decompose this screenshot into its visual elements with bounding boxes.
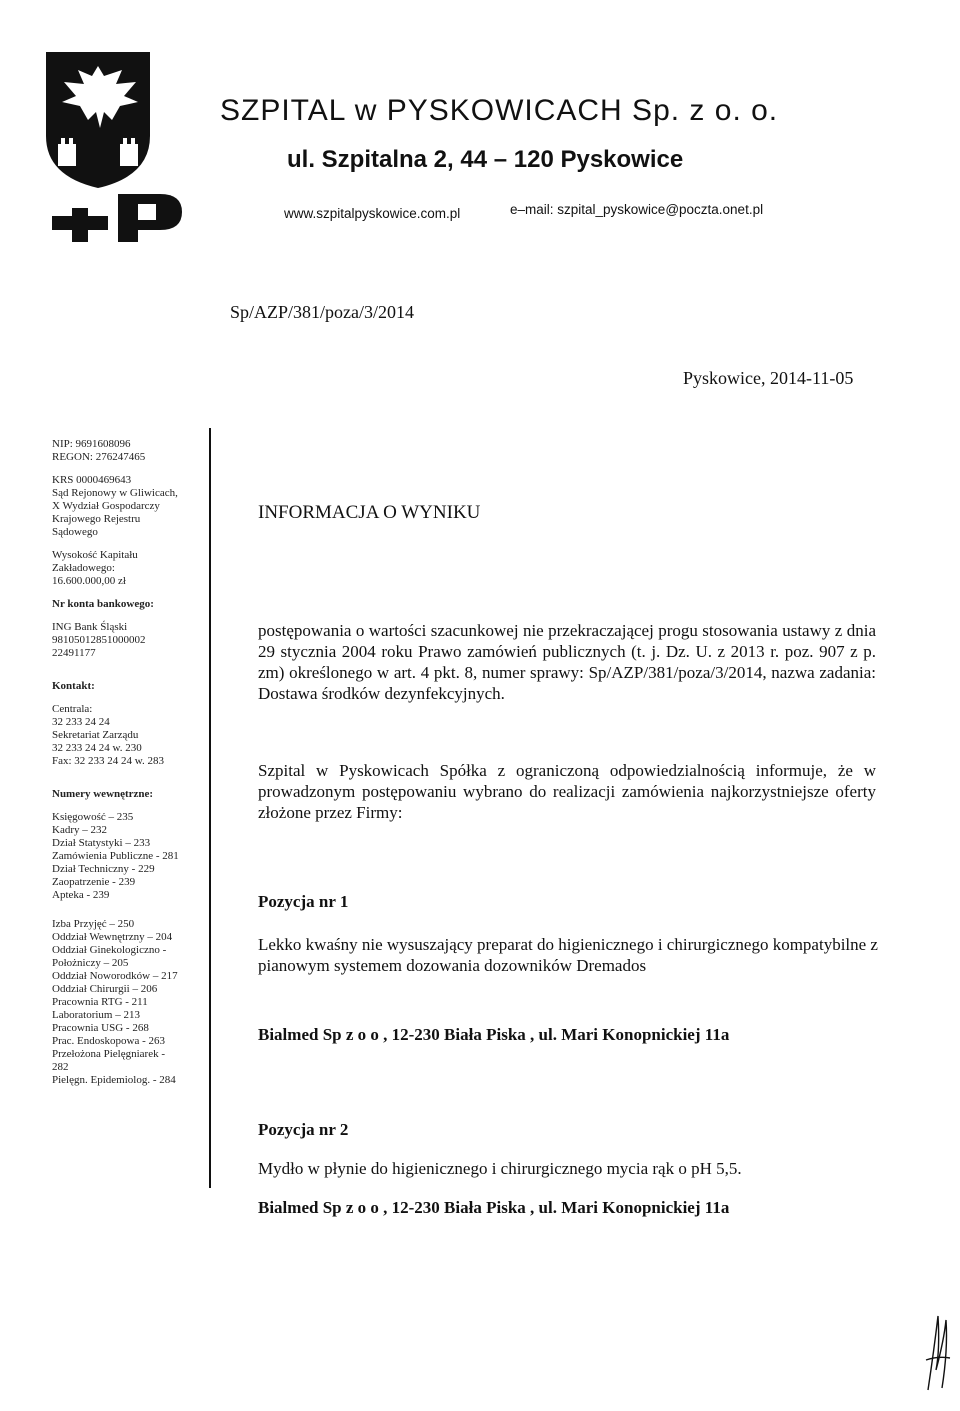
signature-icon [924, 1310, 952, 1394]
extension-line: Dział Techniczny - 229 [52, 863, 155, 875]
extension-line: Dział Statystyki – 233 [52, 837, 151, 849]
extension-line: Pielęgn. Epidemiolog. - 284 [52, 1074, 176, 1086]
position-2-winner: Bialmed Sp z o o , 12-230 Biała Piska , ul. Mari Konopnickiej 11a [258, 1198, 730, 1217]
crest-logo-icon [42, 48, 198, 244]
place-date: Pyskowice, 2014-11-05 [683, 368, 854, 388]
bank-info [52, 621, 212, 660]
capital-info [52, 549, 212, 588]
contact-info [52, 703, 212, 768]
bank-heading: Nr konta bankowego: [52, 598, 154, 610]
email-link[interactable]: e–mail: szpital_pyskowice@poczta.onet.pl [510, 202, 764, 217]
bank-line: 22491177 [52, 647, 96, 659]
intro-paragraph: postępowania o wartości szacunkowej nie przekraczającej progu stosowania ustawy z dnia 29 stycznia 2004 roku Prawo zamówień publicznych (t. j. Dz. U. z 2013 r. poz. 907 z p. zm) określonego w art. 4 pkt. 8, numer sprawy: Sp/AZP/381/poza/3/2014, nazwa zadania: Dostawa środków dezynfekcyjnych. [258, 621, 876, 703]
bank-line: 98105012851000002 [52, 634, 146, 646]
position-1-description: Lekko kwaśny nie wysuszający preparat do higienicznego i chirurgicznego kompatybilne z pianowym systemem dozowania dozowników Dremados [258, 935, 878, 975]
nip: NIP: 9691608096 [52, 438, 131, 450]
extension-line: Kadry – 232 [52, 824, 107, 836]
krs-line: Sąd Rejonowy w Gliwicach, [52, 487, 178, 499]
extension-line: Izba Przyjęć – 250 [52, 918, 135, 930]
extension-line: Oddział Ginekologiczno - [52, 944, 167, 956]
extension-line: Apteka - 239 [52, 889, 110, 901]
position-1-winner: Bialmed Sp z o o , 12-230 Biała Piska , ul. Mari Konopnickiej 11a [258, 1025, 730, 1044]
organization-name: SZPITAL w PYSKOWICACH Sp. z o. o. [220, 94, 779, 127]
extension-line: Oddział Noworodków – 217 [52, 970, 178, 982]
column-divider [209, 428, 211, 1188]
extension-line: Oddział Wewnętrzny – 204 [52, 931, 173, 943]
extensions-admin [52, 811, 212, 902]
extension-line: Zamówienia Publiczne - 281 [52, 850, 179, 862]
extension-line: Zaopatrzenie - 239 [52, 876, 136, 888]
extension-line: Oddział Chirurgii – 206 [52, 983, 158, 995]
body-paragraph: Szpital w Pyskowicach Spółka z ograniczoną odpowiedzialnością informuje, że w prowadzonym postępowaniu wybrano do realizacji zamówienia najkorzystniejsze oferty złożone przez Firmy: [258, 761, 876, 822]
capital-line: Zakładowego: [52, 562, 115, 574]
contact-heading: Kontakt: [52, 680, 95, 692]
company-info-sidebar [52, 438, 212, 1097]
extension-line: Księgowość – 235 [52, 811, 134, 823]
extensions-wards [52, 918, 212, 1087]
contact-line: 32 233 24 24 [52, 716, 110, 728]
contact-line: Sekretariat Zarządu [52, 729, 139, 741]
bank-line: ING Bank Śląski [52, 621, 128, 633]
document-title: INFORMACJA O WYNIKU [258, 502, 481, 523]
contact-line: 32 233 24 24 w. 230 [52, 742, 142, 754]
krs-info [52, 474, 212, 539]
website-link[interactable]: www.szpitalpyskowice.com.pl [284, 206, 461, 221]
extension-line: 282 [52, 1061, 69, 1073]
regon: REGON: 276247465 [52, 451, 146, 463]
capital-line: Wysokość Kapitału [52, 549, 138, 561]
capital-line: 16.600.000,00 zł [52, 575, 126, 587]
contact-line: Fax: 32 233 24 24 w. 283 [52, 755, 165, 767]
extension-line: Pracownia USG - 268 [52, 1022, 149, 1034]
krs-line: KRS 0000469643 [52, 474, 132, 486]
extension-line: Położniczy – 205 [52, 957, 129, 969]
extension-line: Pracownia RTG - 211 [52, 996, 148, 1008]
krs-line: Krajowego Rejestru [52, 513, 141, 525]
krs-line: X Wydział Gospodarczy [52, 500, 160, 512]
contact-line: Centrala: [52, 703, 93, 715]
position-2-heading: Pozycja nr 2 [258, 1120, 349, 1139]
extension-line: Laboratorium – 213 [52, 1009, 140, 1021]
extension-line: Przełożona Pielęgniarek - [52, 1048, 166, 1060]
position-1-heading: Pozycja nr 1 [258, 892, 349, 911]
position-2-description: Mydło w płynie do higienicznego i chirurgicznego mycia rąk o pH 5,5. [258, 1159, 742, 1178]
reference-number: Sp/AZP/381/poza/3/2014 [230, 302, 414, 322]
extensions-heading: Numery wewnętrzne: [52, 788, 154, 800]
organization-address: ul. Szpitalna 2, 44 – 120 Pyskowice [287, 146, 684, 173]
extension-line: Prac. Endoskopowa - 263 [52, 1035, 166, 1047]
krs-line: Sądowego [52, 526, 98, 538]
tax-ids [52, 438, 212, 464]
